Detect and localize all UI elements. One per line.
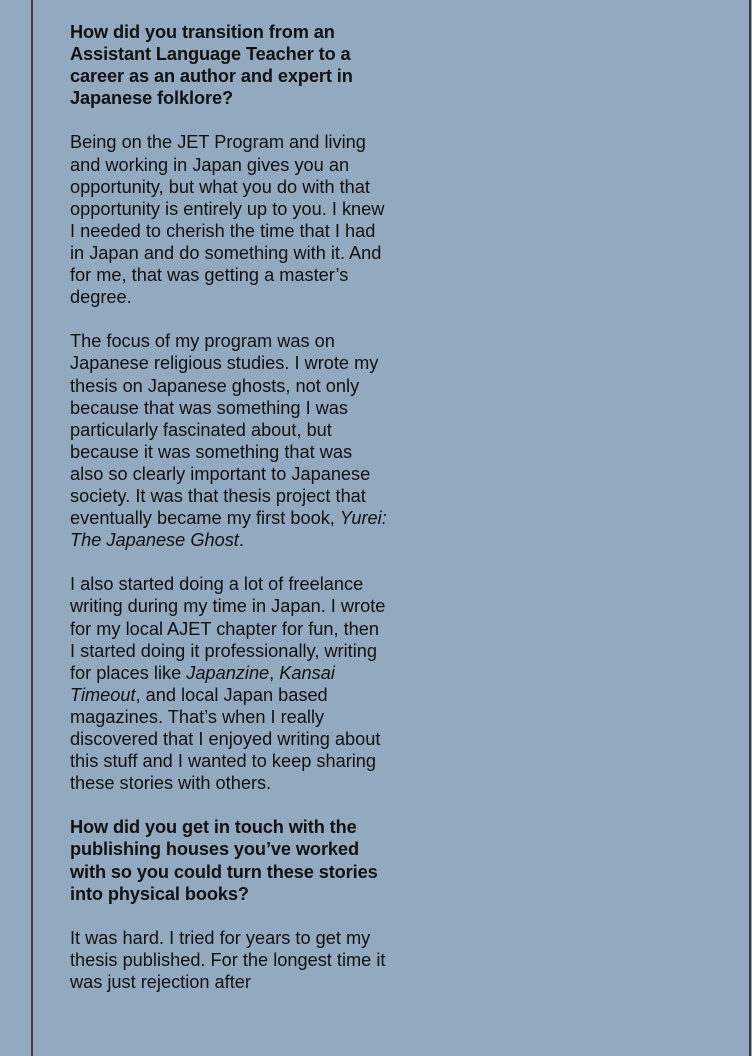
interview-question-1: How did you transition from an Assistant Language Teacher to a career as an author and expert in Japanese folklore? <box>70 22 353 109</box>
answer-paragraph-2-end: . <box>238 530 244 551</box>
article-column <box>70 21 388 993</box>
answer-paragraph-3 <box>70 573 388 794</box>
answer-paragraph-1: Being on the JET Program and living and working in Japan gives you an opportunity, but what you do with that opportunity is entirely up to you. I knew I needed to cherish the time that I had in Japan and do something with it. And for me, that was getting a master’s degree. <box>70 132 385 308</box>
book-title: Yurei: The Japanese Ghost <box>70 508 387 551</box>
right-border-rule <box>749 0 751 1056</box>
magazine-title-1: Japanzine <box>186 662 270 683</box>
interview-question-2: How did you get in touch with the publishing houses you’ve worked with so you could turn these stories into physical books? <box>70 817 378 904</box>
answer-paragraph-3-text-b: , and local Japan based magazines. That’s when I really discovered that I enjoyed writing about this stuff and I wanted to keep sharing these stories with others. <box>70 684 381 794</box>
magazine-separator: , <box>269 662 280 683</box>
left-border-rule <box>31 0 33 1056</box>
answer-paragraph-2-text: The focus of my program was on Japanese religious studies. I wrote my thesis on Japanese ghosts, not only because that was something I was particularly fascinated about, but because it was something that was also so clearly important to Japanese society. It was that thesis project that eventually became my first book, <box>70 331 379 529</box>
answer-paragraph-2 <box>70 330 388 551</box>
answer-paragraph-4: It was hard. I tried for years to get my thesis published. For the longest time it was just rejection after <box>70 927 386 993</box>
magazine-title-2: Kansai Timeout <box>70 662 335 705</box>
answer-paragraph-3-text-a: I also started doing a lot of freelance writing during my time in Japan. I wrote for my local AJET chapter for fun, then I started doing it professionally, writing for places like <box>70 574 386 683</box>
